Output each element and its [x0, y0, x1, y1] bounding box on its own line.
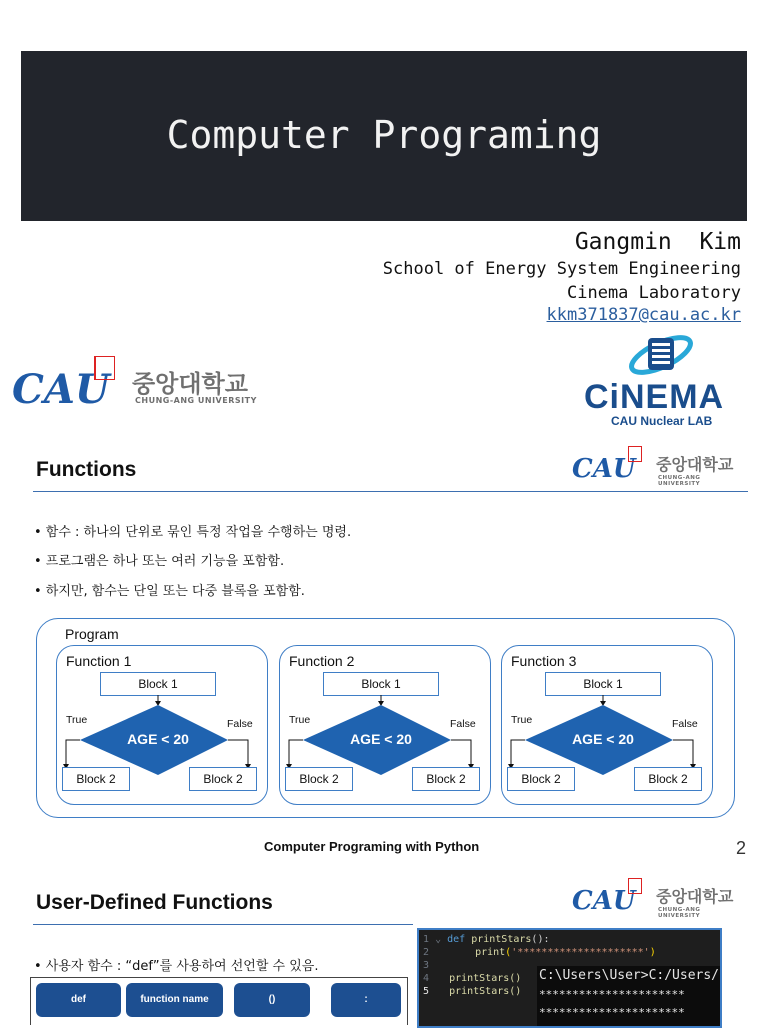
function-2: [279, 645, 493, 806]
function-1: [56, 645, 270, 806]
false-label: False: [672, 718, 698, 730]
bullet-2: • 프로그램은 하나 또는 여러 기능을 포함함.: [34, 554, 285, 569]
code-editor: [417, 928, 722, 1028]
code-keyword: def: [447, 934, 466, 945]
function-label: Function 1: [66, 653, 132, 669]
atom-icon: [626, 330, 696, 380]
condition-label: AGE < 20: [127, 731, 189, 747]
block-2-right: Block 2: [634, 767, 702, 791]
function-label: Function 3: [511, 653, 577, 669]
cau-logo-korean: 중앙대학교: [132, 370, 248, 398]
cau-logo-script: CAU: [572, 454, 636, 484]
condition-label: AGE < 20: [350, 731, 412, 747]
cau-logo-english: CHUNG-ANG UNIVERSITY: [658, 907, 701, 919]
cau-logo-korean: 중앙대학교: [656, 887, 734, 906]
author-name: Gangmin Kim: [574, 229, 741, 255]
page-number: 2: [736, 838, 747, 858]
block-2-left: Block 2: [62, 767, 130, 791]
school-name: School of Energy System Engineering: [382, 259, 741, 279]
cinema-logo-subtitle: CAU Nuclear LAB: [611, 414, 713, 428]
false-label: False: [227, 718, 253, 730]
block-2-left: Block 2: [507, 767, 575, 791]
function-3: [501, 645, 715, 806]
code-line-3: [423, 960, 429, 972]
block-1: Block 1: [100, 672, 216, 696]
bullet-3: • 하지만, 함수는 단일 또는 다중 블록을 포함함.: [34, 584, 305, 599]
title-divider: [33, 491, 748, 492]
lab-name: Cinema Laboratory: [567, 283, 741, 303]
cinema-logo: [578, 330, 748, 430]
line-number: 4: [423, 973, 430, 984]
keyword-colon: :: [331, 983, 401, 1017]
cau-logo-small: [572, 444, 742, 490]
block-2-left: Block 2: [285, 767, 353, 791]
email-link[interactable]: kkm371837@cau.ac.kr: [546, 305, 741, 325]
block-1: Block 1: [323, 672, 439, 696]
code-call: printStars(): [449, 986, 522, 997]
code-line-2: [423, 947, 656, 959]
true-label: True: [66, 714, 88, 726]
title-divider: [33, 924, 413, 925]
cau-logo-script: CAU: [572, 886, 636, 916]
keyword-function-name: function name: [126, 983, 223, 1017]
condition-label: AGE < 20: [572, 731, 634, 747]
keyword-parentheses: (): [234, 983, 310, 1017]
keyword-row: [30, 977, 408, 1025]
line-number: 2: [423, 947, 430, 958]
block-1: Block 1: [545, 672, 661, 696]
line-number: 3: [423, 960, 430, 971]
cau-logo-script: CAU: [12, 366, 110, 413]
terminal-stars-1: **********************: [539, 988, 685, 1001]
true-label: True: [511, 714, 533, 726]
code-function: printStars: [471, 934, 532, 945]
presentation-title: Computer Programing: [166, 113, 602, 157]
line-number: 1: [423, 934, 430, 945]
code-line-1: [423, 934, 549, 946]
function-label: Function 2: [289, 653, 355, 669]
cau-logo-korean: 중앙대학교: [656, 455, 734, 474]
cau-logo-english: CHUNG-ANG UNIVERSITY: [135, 396, 257, 405]
cau-logo-english: CHUNG-ANG UNIVERSITY: [658, 475, 701, 487]
code-punct: (: [505, 947, 512, 958]
cau-logo-mark: [94, 356, 115, 380]
cau-logo: [12, 352, 262, 422]
slide-footer: Computer Programing with Python: [264, 839, 480, 854]
bullet-def: • 사용자 함수 : “def”를 사용하여 선언할 수 있음.: [34, 959, 319, 974]
bullet-1: • 함수 : 하나의 단위로 묶인 특정 작업을 수행하는 명령.: [34, 525, 352, 540]
block-2-right: Block 2: [189, 767, 257, 791]
false-label: False: [450, 718, 476, 730]
code-punct: ): [649, 947, 656, 958]
code-function: print: [475, 947, 506, 958]
code-line-4: [423, 973, 521, 985]
keyword-def: def: [36, 983, 121, 1017]
block-2-right: Block 2: [412, 767, 480, 791]
line-number: 5: [423, 986, 430, 997]
terminal-stars-2: **********************: [539, 1006, 685, 1019]
true-label: True: [289, 714, 311, 726]
code-punct: ():: [531, 934, 550, 945]
program-label: Program: [65, 626, 119, 642]
terminal-path: C:\Users\User>C:/Users/: [539, 968, 720, 983]
code-line-5: [423, 986, 521, 998]
slide3-title: User-Defined Functions: [36, 891, 273, 914]
cau-logo-small: [572, 876, 742, 922]
cau-logo-mark: [628, 878, 642, 894]
code-call: printStars(): [449, 973, 522, 984]
code-string: '*********************': [511, 947, 650, 958]
slide2-title: Functions: [36, 458, 137, 481]
terminal-output: [537, 966, 720, 1026]
cau-logo-mark: [628, 446, 642, 462]
cinema-logo-word: CiNEMA: [584, 378, 725, 416]
fold-chevron-icon: ⌄: [435, 934, 448, 945]
